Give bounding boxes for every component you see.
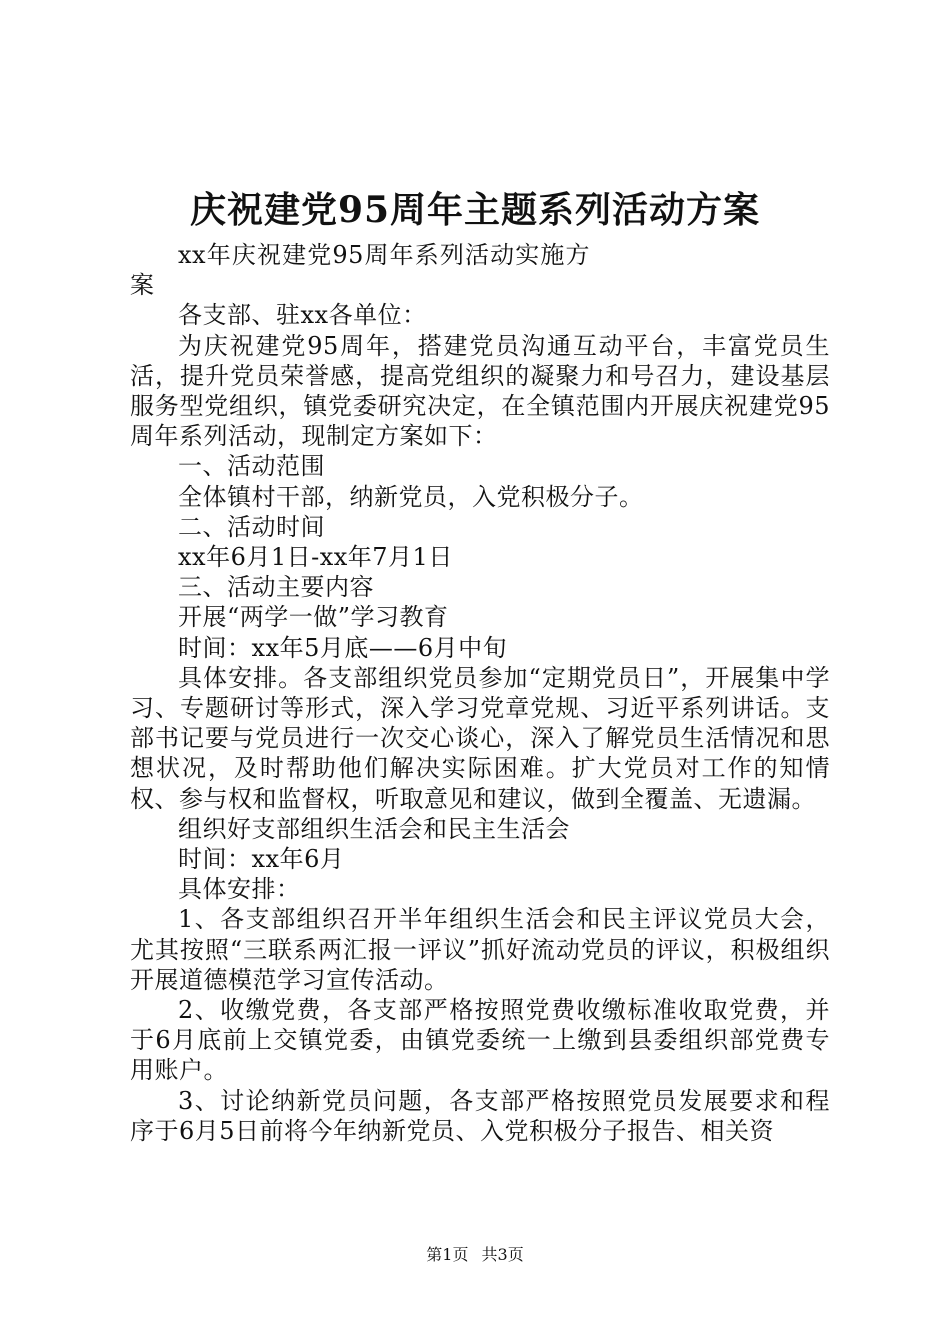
paragraph: 3、讨论纳新党员问题，各支部严格按照党员发展要求和程序于6月5日前将今年纳新党员、入党积极分子报告、相关资 [130,1086,830,1145]
paragraph-section-1: 一、活动范围 [178,452,325,481]
paragraph: 时间：xx年6月 [178,845,345,874]
paragraph: 全体镇村干部，纳新党员，入党积极分子。 [178,482,644,511]
page-number-total: 共3页 [481,1245,524,1264]
paragraph-section-2: 二、活动时间 [178,512,325,541]
paragraph-salutation: 各支部、驻xx各单位： [178,301,427,330]
paragraph: 开展“两学一做”学习教育 [178,603,449,632]
page-footer [0,1243,950,1267]
page-number-current: 第1页 [426,1245,469,1264]
paragraph: 时间：xx年5月底——6月中旬 [178,633,508,662]
paragraph-subtitle: xx年庆祝建党95周年系列活动实施方案 [130,241,590,300]
paragraph: 具体安排： [178,875,301,904]
paragraph: 2、收缴党费，各支部严格按照党费收缴标准收取党费，并于6月底前上交镇党委，由镇党委统一上缴到县委组织部党费专用账户。 [130,996,830,1085]
paragraph-intro: 为庆祝建党95周年，搭建党员沟通互动平台，丰富党员生活，提升党员荣誉感，提高党组织的凝聚力和号召力，建设基层服务型党组织，镇党委研究决定，在全镇范围内开展庆祝建党95周年系列活动，现制定方案如下： [130,331,830,451]
document-title: 庆祝建党95周年主题系列活动方案 [189,189,761,231]
paragraph-section-3: 三、活动主要内容 [178,573,374,602]
paragraph: xx年6月1日-xx年7月1日 [178,543,453,572]
paragraph: 具体安排。各支部组织党员参加“定期党员日”，开展集中学习、专题研讨等形式，深入学习党章党规、习近平系列讲话。支部书记要与党员进行一次交心谈心，深入了解党员生活情况和思想状况，及时帮助他们解决实际困难。扩大党员对工作的知情权、参与权和监督权，听取意见和建议，做到全覆盖、无遗漏。 [130,663,830,813]
document-body [130,240,830,1146]
paragraph: 组织好支部组织生活会和民主生活会 [178,814,570,843]
paragraph: 1、各支部组织召开半年组织生活会和民主评议党员大会，尤其按照“三联系两汇报一评议”抓好流动党员的评议，积极组织开展道德模范学习宣传活动。 [130,905,830,994]
